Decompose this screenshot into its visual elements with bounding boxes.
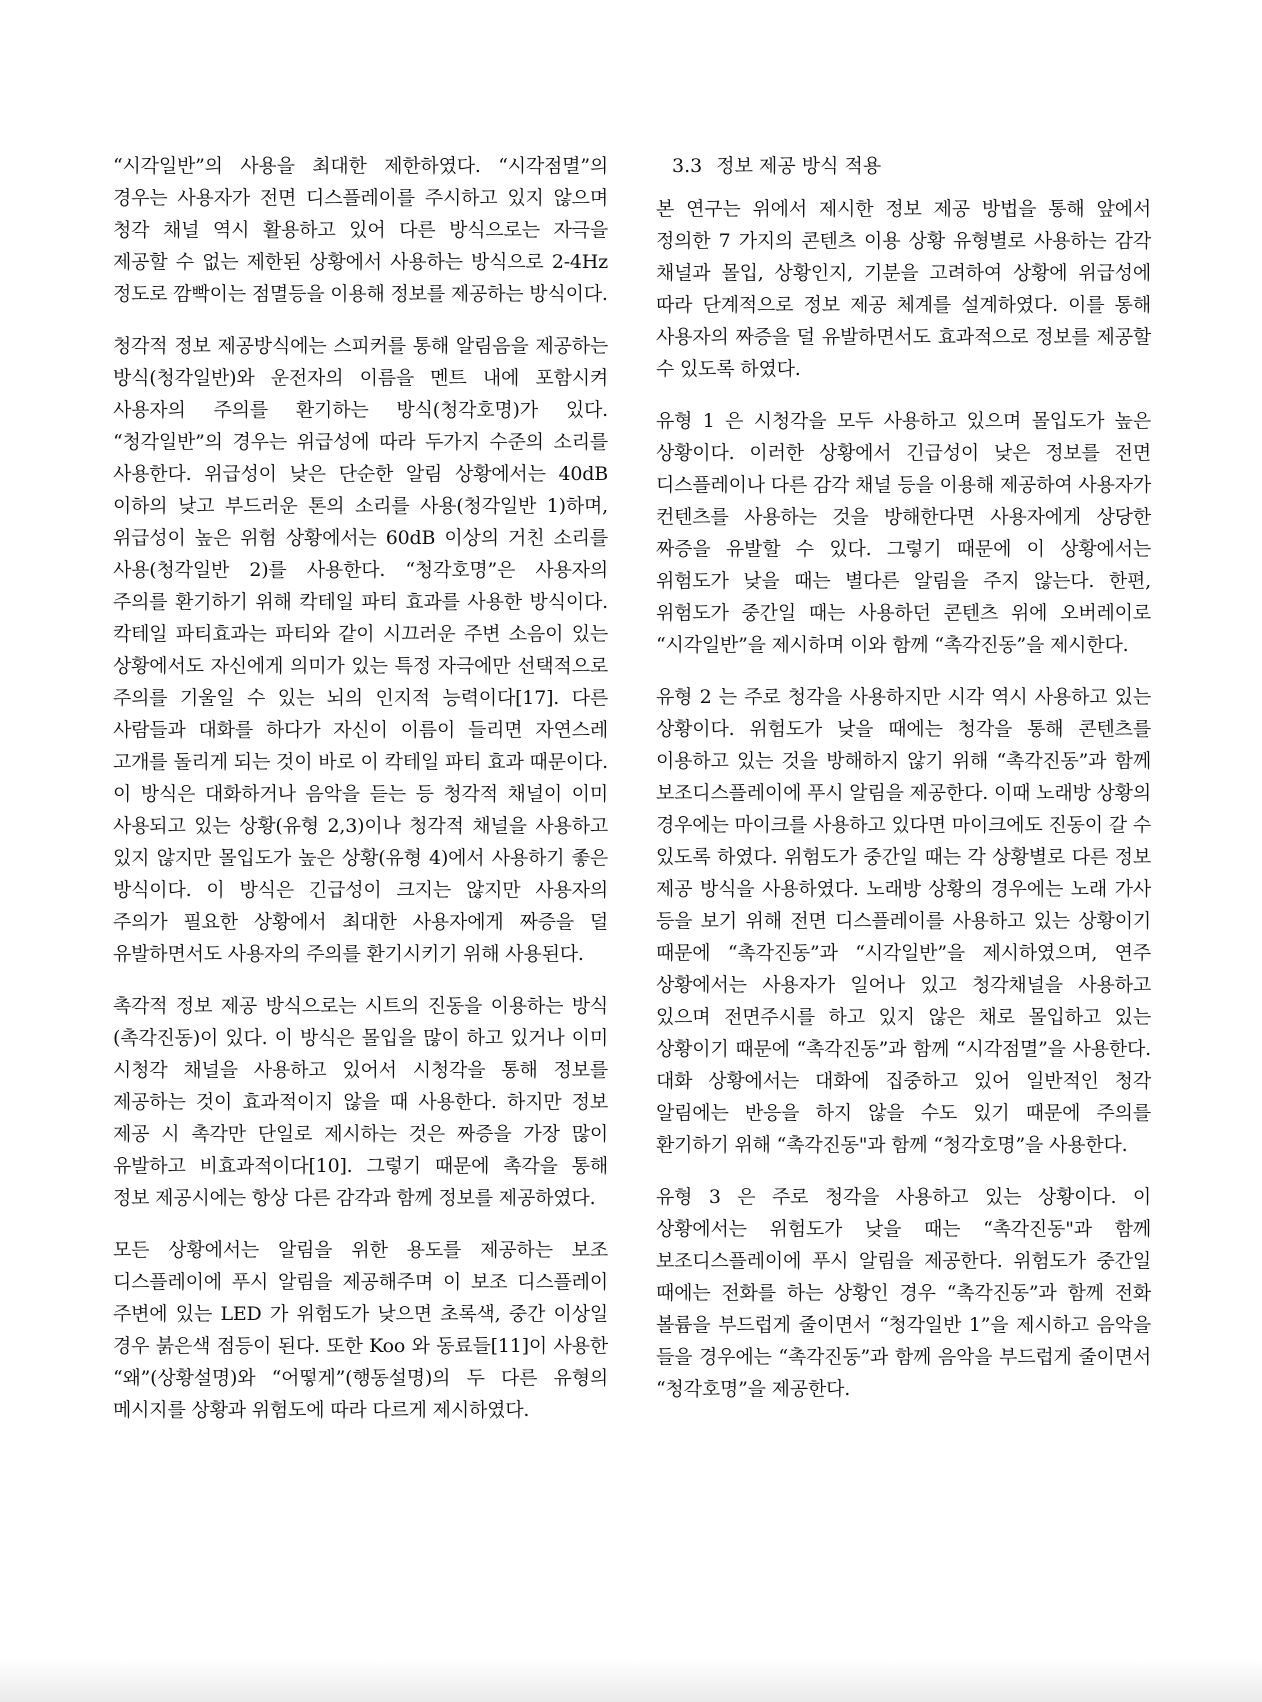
section-number: 3.3	[672, 155, 703, 177]
body-paragraph: “시각일반”의 사용을 최대한 제한하였다. “시각점멸”의 경우는 사용자가 전면 디스플레이를 주시하고 있지 않으며 청각 채널 역시 활용하고 있어 다른 방식으로는 자극을 제공할 수 없는 제한된 상황에서 사용하는 방식으로 2-4Hz 정도로 깜빡이는 점멸등을 이용해 정보를 제공하는 방식이다.	[113, 155, 608, 305]
section-title: 정보 제공 방식 적용	[716, 155, 882, 177]
body-paragraph: 유형 1 은 시청각을 모두 사용하고 있으며 몰입도가 높은 상황이다. 이러한 상황에서 긴급성이 낮은 정보를 전면 디스플레이나 다른 감각 채널 등을 이용해 제공하여 사용자가 컨텐츠를 사용하는 것을 방해한다면 사용자에게 상당한 짜증을 유발할 수 있다. 그렇기 때문에 이 상황에서는 위험도가 낮을 때는 별다른 알림을 주지 않는다. 한편, 위험도가 중간일 때는 사용하던 콘텐츠 위에 오버레이로 “시각일반”을 제시하며 이와 함께 “촉각진동”을 제시한다.	[656, 410, 1151, 656]
body-paragraph: 유형 2 는 주로 청각을 사용하지만 시각 역시 사용하고 있는 상황이다. 위험도가 낮을 때에는 청각을 통해 콘텐츠를 이용하고 있는 것을 방해하지 않기 위해 “촉각진동”과 함께 보조디스플레이에 푸시 알림을 제공한다. 이때 노래방 상황의 경우에는 마이크를 사용하고 있다면 마이크에도 진동이 갈 수 있도록 하였다. 위험도가 중간일 때는 각 상황별로 다른 정보 제공 방식을 사용하였다. 노래방 상황의 경우에는 노래 가사 등을 보기 위해 전면 디스플레이를 사용하고 있는 상황이기 때문에 “촉각진동”과 “시각일반”을 제시하였으며, 연주 상황에서는 사용자가 일어나 있고 청각채널을 사용하고 있으며 전면주시를 하고 있지 않은 채로 몰입하고 있는 상황이기 때문에 “촉각진동”과 함께 “시각점멸”을 사용한다. 대화 상황에서는 대화에 집중하고 있어 일반적인 청각 알림에는 반응을 하지 않을 수도 있기 때문에 주의를 환기하기 위해 “촉각진동"과 함께 “청각호명”을 사용한다.	[656, 686, 1151, 1156]
left-column	[113, 150, 608, 1446]
body-paragraph: 유형 3 은 주로 청각을 사용하고 있는 상황이다. 이 상황에서는 위험도가 낮을 때는 “촉각진동"과 함께 보조디스플레이에 푸시 알림을 제공한다. 위험도가 중간일 때에는 전화를 하는 상황인 경우 “촉각진동”과 함께 전화 볼륨을 부드럽게 줄이면서 “청각일반 1”을 제시하고 음악을 들을 경우에는 “촉각진동”과 함께 음악을 부드럽게 줄이면서 “청각호명”을 제공한다.	[656, 1186, 1151, 1400]
section-heading	[672, 150, 1151, 182]
body-paragraph: 청각적 정보 제공방식에는 스피커를 통해 알림음을 제공하는 방식(청각일반)와 운전자의 이름을 멘트 내에 포함시켜 사용자의 주의를 환기하는 방식(청각호명)가 있다. “청각일반”의 경우는 위급성에 따라 두가지 수준의 소리를 사용한다. 위급성이 낮은 단순한 알림 상황에서는 40dB 이하의 낮고 부드러운 톤의 소리를 사용(청각일반 1)하며, 위급성이 높은 위험 상황에서는 60dB 이상의 거친 소리를 사용(청각일반 2)를 사용한다. “청각호명”은 사용자의 주의를 환기하기 위해 칵테일 파티 효과를 사용한 방식이다. 칵테일 파티효과는 파티와 같이 시끄러운 주변 소음이 있는 상황에서도 자신에게 의미가 있는 특정 자극에만 선택적으로 주의를 기울일 수 있는 뇌의 인지적 능력이다[17]. 다른 사람들과 대화를 하다가 자신이 이름이 들리면 자연스레 고개를 돌리게 되는 것이 바로 이 칵테일 파티 효과 때문이다. 이 방식은 대화하거나 음악을 듣는 등 청각적 채널이 이미 사용되고 있는 상황(유형 2,3)이나 청각적 채널을 사용하고 있지 않지만 몰입도가 높은 상황(유형 4)에서 사용하기 좋은 방식이다. 이 방식은 긴급성이 크지는 않지만 사용자의 주의가 필요한 상황에서 최대한 사용자에게 짜증을 덜 유발하면서도 사용자의 주의를 환기시키기 위해 사용된다.	[113, 335, 608, 965]
body-paragraph: 본 연구는 위에서 제시한 정보 제공 방법을 통해 앞에서 정의한 7 가지의 콘텐츠 이용 상황 유형별로 사용하는 감각 채널과 몰입, 상황인지, 기분을 고려하여 상황에 위급성에 따라 단계적으로 정보 제공 체계를 설계하였다. 이를 통해 사용자의 짜증을 덜 유발하면서도 효과적으로 정보를 제공할 수 있도록 하였다.	[656, 198, 1151, 380]
body-paragraph: 모든 상황에서는 알림을 위한 용도를 제공하는 보조 디스플레이에 푸시 알림을 제공해주며 이 보조 디스플레이 주변에 있는 LED 가 위험도가 낮으면 초록색, 중간 이상일 경우 붉은색 점등이 된다. 또한 Koo 와 동료들[11]이 사용한 “왜”(상황설명)와 “어떻게”(행동설명)의 두 다른 유형의 메시지를 상황과 위험도에 따라 다르게 제시하였다.	[113, 1239, 608, 1421]
page-bottom-shadow	[0, 1660, 1262, 1702]
right-column	[656, 150, 1151, 1425]
body-paragraph: 촉각적 정보 제공 방식으로는 시트의 진동을 이용하는 방식(촉각진동)이 있다. 이 방식은 몰입을 많이 하고 있거나 이미 시청각 채널을 사용하고 있어서 시청각을 통해 정보를 제공하는 것이 효과적이지 않을 때 사용한다. 하지만 정보 제공 시 촉각만 단일로 제시하는 것은 짜증을 가장 많이 유발하고 비효과적이다[10]. 그렇기 때문에 촉각을 통해 정보 제공시에는 항상 다른 감각과 함께 정보를 제공하였다.	[113, 995, 608, 1209]
